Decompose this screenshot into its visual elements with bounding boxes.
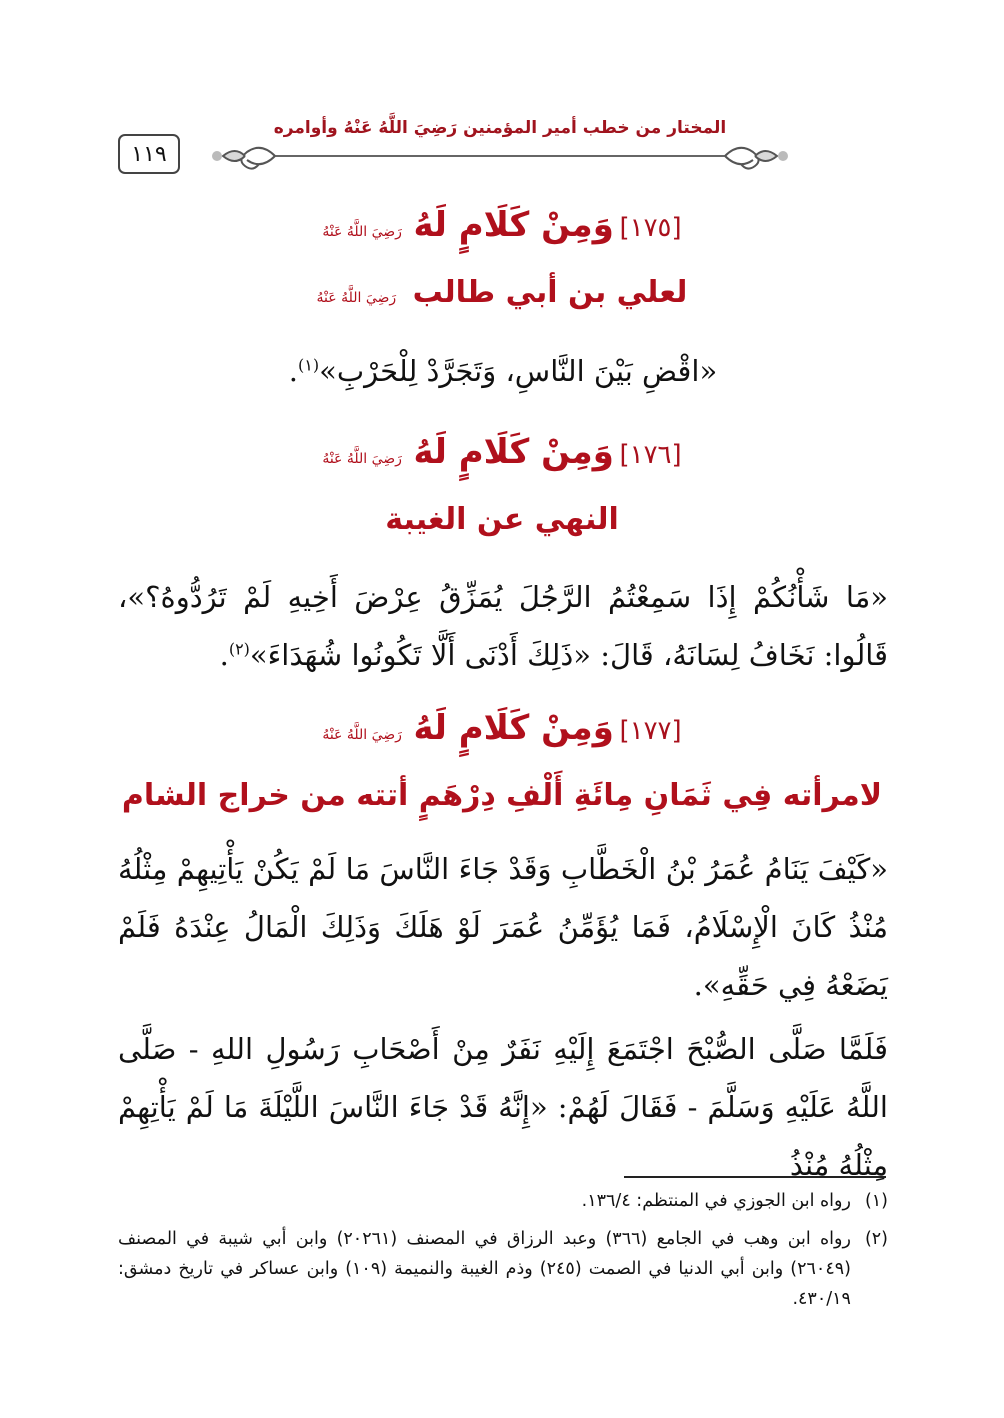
footnote-text: رواه ابن وهب في الجامع (٣٦٦) وعبد الرزاق في المصنف (٢٠٢٦١) وابن أبي شيبة في المصنف (٢٦٠٤٩) وابن أبي الدنيا في الصمت (٢٤٥) وذم الغيبة والنميمة (١٠٩) وابن عساكر في تاريخ دمشق: ٤٣٠/١٩.: [118, 1229, 851, 1309]
footnote-ref[interactable]: (٢): [228, 639, 250, 659]
section-heading-176: [120, 432, 884, 472]
honorific: رَضِيَ اللَّهُ عَنْهُ: [322, 224, 402, 240]
section-subheading-176: النهي عن الغيبة: [385, 502, 619, 537]
section-title: وَمِنْ كَلَامٍ لَهُ: [413, 708, 614, 748]
section-subheading-177: لامرأته فِي ثَمَانِ مِائَةِ أَلْفِ دِرْهَمٍ أتته من خراج الشام: [121, 778, 883, 813]
section-heading-175: [120, 205, 884, 245]
footnote-number: (٢): [864, 1229, 888, 1249]
footnote-2: [118, 1224, 888, 1314]
page-number: ١١٩: [118, 134, 180, 174]
quote-text: «اقْضِ بَيْنَ النَّاسِ، وَتَجَرَّدْ لِلْحَرْبِ»: [319, 354, 718, 388]
quote-text: «مَا شَأْنُكُمْ إِذَا سَمِعْتُمُ الرَّجُلَ يُمَزِّقُ عِرْضَ أَخِيهِ لَمْ تَرُدُّوهُ؟»، قَالُوا: نَخَافُ لِسَانَهُ، قَالَ: «ذَلِكَ أَدْنَى أَلَّا تَكُونُوا شُهَدَاءَ»: [118, 580, 888, 672]
section-heading-177: [120, 708, 884, 748]
section-text-176: [118, 568, 888, 684]
quote-end: .: [288, 354, 298, 388]
honorific: رَضِيَ اللَّهُ عَنْهُ: [316, 290, 397, 306]
footnote-ref[interactable]: (١): [298, 355, 320, 375]
footnote-1: [118, 1186, 888, 1216]
honorific: رَضِيَ اللَّهُ عَنْهُ: [322, 451, 402, 467]
section-text-177: «كَيْفَ يَنَامُ عُمَرُ بْنُ الْخَطَّابِ وَقَدْ جَاءَ النَّاسَ مَا لَمْ يَكُنْ يَأْتِيهِمْ مِثْلُهُ مُنْذُ كَانَ الْإِسْلَامُ، فَمَا يُؤَمِّنُ عُمَرَ لَوْ هَلَكَ وَذَلِكَ الْمَالُ عِنْدَهُ فَلَمْ يَضَعْهُ فِي حَقِّهِ».: [118, 852, 888, 1002]
section-title: وَمِنْ كَلَامٍ لَهُ: [413, 205, 614, 245]
section-text-177-continued: فَلَمَّا صَلَّى الصُّبْحَ اجْتَمَعَ إِلَيْهِ نَفَرٌ مِنْ أَصْحَابِ رَسُولِ اللهِ - صَلَّى اللَّهُ عَلَيْهِ وَسَلَّمَ - فَقَالَ لَهُمْ: «إِنَّهُ قَدْ جَاءَ النَّاسَ اللَّيْلَةَ مَا لَمْ يَأْتِهِمْ مِثْلُهُ مُنْذُ: [118, 1032, 888, 1182]
footnotes: [118, 1186, 888, 1314]
section-number: [١٧٦]: [619, 440, 682, 470]
section-number: [١٧٥]: [619, 213, 682, 243]
quote-end: .: [219, 638, 229, 672]
section-text-175: [118, 342, 888, 400]
section-number: [١٧٧]: [619, 716, 682, 746]
honorific: رَضِيَ اللَّهُ عَنْهُ: [322, 727, 402, 743]
header-ornament: [205, 138, 795, 178]
footnote-text: رواه ابن الجوزي في المنتظم: ١٣٦/٤.: [581, 1191, 851, 1211]
footnote-divider: [624, 1176, 886, 1178]
section-title: وَمِنْ كَلَامٍ لَهُ: [413, 432, 614, 472]
section-subheading-175: [120, 275, 884, 310]
subheading-text: لعلي بن أبي طالب: [412, 275, 688, 310]
footnote-number: (١): [864, 1191, 888, 1211]
running-title: المختار من خطب أمير المؤمنين رَضِيَ اللَّهُ عَنْهُ وأوامره: [273, 118, 727, 138]
